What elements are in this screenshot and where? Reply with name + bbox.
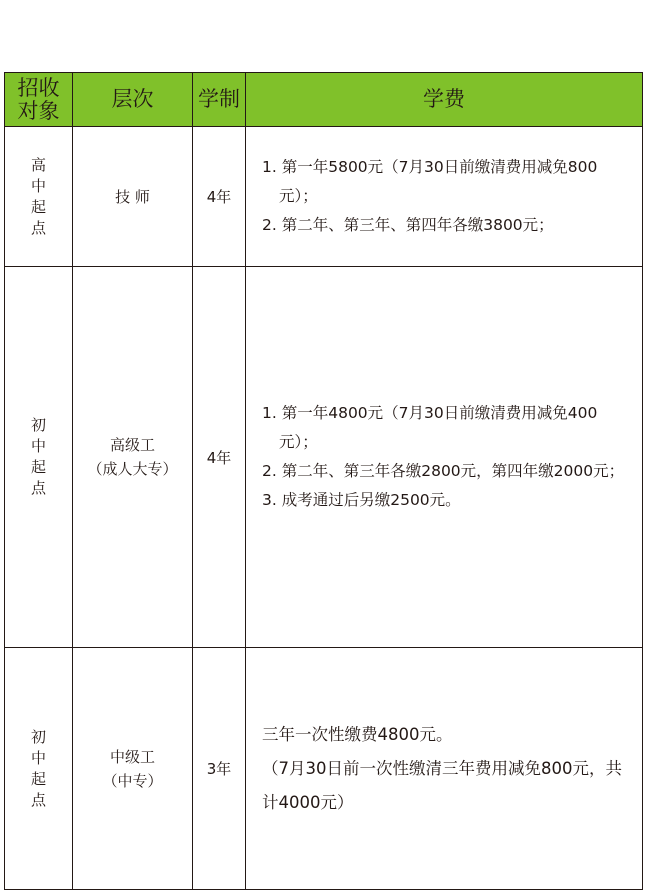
cell-duration: 3年 [193, 648, 246, 890]
table-row [5, 267, 643, 648]
cell-level: 技 师 [73, 127, 193, 267]
cell-fees: 1. 第一年5800元（7月30日前缴清费用减免800元）； 2. 第二年、第三年、第四年各缴3800元； [246, 127, 643, 267]
header-level: 层次 [73, 73, 193, 127]
cell-level: 高级工 （成人大专） [73, 267, 193, 648]
cell-duration: 4年 [193, 267, 246, 648]
cell-fees: 三年一次性缴费4800元。 （7月30日前一次性缴清三年费用减免800元，共计4000元） [246, 648, 643, 890]
cell-duration: 4年 [193, 127, 246, 267]
cell-level: 中级工 （中专） [73, 648, 193, 890]
header-target: 招收对象 [5, 73, 73, 127]
header-fee: 学费 [246, 73, 643, 127]
cell-target: 初中起点 [5, 648, 73, 890]
table-row [5, 648, 643, 890]
cell-fees: 1. 第一年4800元（7月30日前缴清费用减免400元）； 2. 第二年、第三年各缴2800元，第四年缴2000元； 3. 成考通过后另缴2500元。 [246, 267, 643, 648]
header-duration: 学制 [193, 73, 246, 127]
cell-target: 初中起点 [5, 267, 73, 648]
tuition-table [4, 72, 643, 890]
cell-target: 高中起点 [5, 127, 73, 267]
table-row [5, 127, 643, 267]
table-header-row [5, 73, 643, 127]
